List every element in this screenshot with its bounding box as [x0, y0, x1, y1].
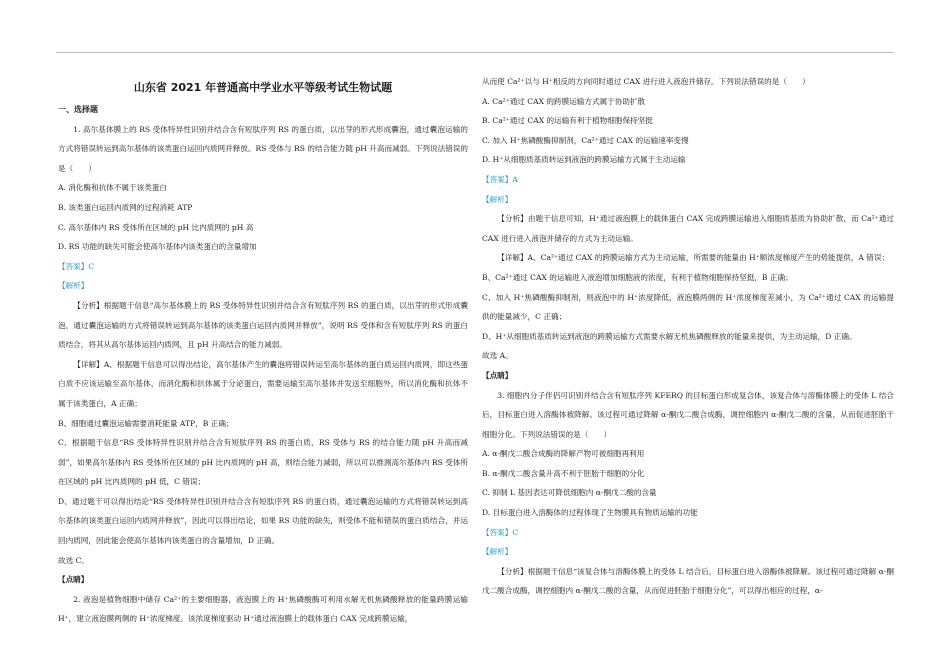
q3-stem: 3. 细胞内分子伴侣可识别并结合含有短肽序列 KFERQ 的目标蛋白形成复合体，该复合体与溶酶体膜上的受体 L 结合后，目标蛋白进入溶酶体被降解。该过程可通过降解 α-酮戊二酸合成酶，调控细胞内 α-酮戊二酸的含量，从而促进胚胎干细胞分化。下列说法错误的是（ ）: [482, 390, 894, 439]
q2-detail-c: C、加入 H⁺焦磷酸酶抑制剂，则液泡中的 H⁺浓度降低，液泡膜两侧的 H⁺浓度梯度差减小，为 Ca²⁺通过 CAX 的运输提供的能量减少，C 正确；: [482, 292, 894, 322]
q1-option-d: D. RS 功能的缺失可能会使高尔基体内该类蛋白的含量增加: [58, 242, 257, 252]
q2-xiangjie: 【详解】A、Ca²⁺通过 CAX 的跨膜运输方式为主动运输，所需要的能量由 H⁺顺浓度梯度产生的势能提供，A 错误；: [497, 253, 890, 263]
q1-detail-b: B、细胞通过囊泡运输需要消耗能量 ATP，B 正确；: [58, 418, 234, 428]
q1-stem: 1. 高尔基体膜上的 RS 受体特异性识别并结合含有短肽序列 RS 的蛋白质，以出芽的形式形成囊泡，通过囊泡运输的方式将错误转运到高尔基体的该类蛋白运回内质网并释放。RS 受体与 RS 的结合能力随 pH 升高而减弱。下列说法错误的是（ ）: [58, 124, 468, 173]
q3-option-a: A. α-酮戊二酸合成酶的降解产物可被细胞再利用: [482, 449, 645, 459]
q1-analysis-tag: 【解析】: [58, 281, 89, 291]
q2-fenxi: 【分析】由题干信息可知，H⁺通过液泡膜上的载体蛋白 CAX 完成跨膜运输进入细胞质基质为协助扩散，而 Ca²⁺通过 CAX 进行进入液泡并储存的方式为主动运输。: [482, 214, 894, 243]
q3-fenxi: 【分析】根据题干信息“该复合体与溶酶体膜上的受体 L 结合后，目标蛋白进入溶酶体被降解。该过程可通过降解 α-酮戊二酸合成酶，调控细胞内 α-酮戊二酸的含量，从而促进胚胎干细胞分化”，可以得出相应的过程，α-: [482, 566, 894, 596]
q1-choose: 故选 C。: [58, 555, 90, 565]
q1-dianjing: 【点睛】: [58, 575, 89, 585]
q2-option-b: B. Ca²⁺通过 CAX 的运输有利于植物细胞保持坚挺: [482, 116, 653, 126]
q2-choose: 故选 A。: [482, 351, 513, 361]
q2-dianjing: 【点睛】: [482, 370, 513, 380]
q1-answer: 【答案】C: [58, 261, 95, 271]
q2-answer: 【答案】A: [482, 174, 518, 184]
left-column: [58, 72, 468, 629]
q1-detail-d: D、通过题干可以得出结论“RS 受体特异性识别并结合含有短肽序列 RS 的蛋白质，通过囊泡运输的方式将错误转运到高尔基体的该类蛋白运回内质网并释放”，因此可以得出结论，如果 RS 功能的缺失，则受体不能和错误的蛋白质结合，并运回内质网，因此能会使高尔基体内该类蛋白的含量增加，D 正确。: [58, 496, 468, 546]
q1-detail-c: C、根据题干信息“RS 受体特异性识别并结合含有短肽序列 RS 的蛋白质，RS 受体与 RS 的结合能力随 pH 升高而减弱”，如果高尔基体内 RS 受体所在区域的 pH 比内质网的 pH 高，则结合能力减弱，所以可以推测高尔基体内 RS 受体所在区域的 pH 比内质网的 pH 低，C 错误；: [58, 438, 468, 487]
q1-option-a: A. 消化酶和抗体不属于该类蛋白: [58, 183, 168, 193]
q2-stem-cont: 从而使 Ca²⁺以与 H⁺相反的方向同时通过 CAX 进行进入液泡并储存。下列说法错误的是（ ）: [482, 77, 810, 86]
q2-analysis-tag: 【解析】: [482, 194, 513, 204]
q1-fenxi: 【分析】根据题干信息“高尔基体膜上的 RS 受体特异性识别并结合含有短肽序列 RS 的蛋白质，以出芽的形式形成囊泡，通过囊泡运输的方式将错误转运到高尔基体的该类蛋白运回内质网并释放”，说明 RS 受体和含有短肽序列 RS 的蛋白质结合，将其从高尔基体运回内质网，且 pH 升高结合的能力减弱。: [58, 300, 468, 350]
q3-option-d: D. 目标蛋白进入溶酶体的过程体现了生物膜具有物质运输的功能: [482, 508, 698, 518]
q1-option-c: C. 高尔基体内 RS 受体所在区域的 pH 比内质网的 pH 高: [58, 222, 254, 232]
q2-detail-d: D、H⁺从细胞质基质转运到液泡的跨膜运输方式需要水解无机焦磷酸释放的能量来提供，为主动运输，D 正确。: [482, 331, 857, 341]
q1-xiangjie: 【详解】A、根据题干信息可以得出结论，高尔基体产生的囊泡将错误转运至高尔基体的蛋白质运回内质网，即这些蛋白质不应该运输至高尔基体，而消化酶和抗体属于分泌蛋白，需要运输至高尔基体并发送至细胞外，所以消化酶和抗体不属于该类蛋白，A 正确；: [58, 359, 468, 408]
q2-stem: 2. 液泡是植物细胞中储存 Ca²⁺的主要细胞器，液泡膜上的 H⁺焦磷酸酶可利用水解无机焦磷酸释放的能量跨膜运输 H⁺，建立液泡膜两侧的 H⁺浓度梯度。该浓度梯度驱动 H⁺通过液泡膜上的载体蛋白 CAX 完成跨膜运输，: [58, 594, 468, 624]
q2-option-c: C. 加入 H⁺焦磷酸酶抑制剂，Ca²⁺通过 CAX 的运输速率变慢: [482, 135, 689, 145]
q3-answer: 【答案】C: [482, 527, 519, 537]
section-heading: 一、选择题: [58, 105, 98, 114]
q3-option-b: B. α-酮戊二酸含量升高不利于胚胎干细胞的分化: [482, 468, 645, 478]
q1-option-b: B. 该类蛋白运回内质网的过程消耗 ATP: [58, 202, 193, 212]
q3-option-c: C. 抑制 L 基因表达可降低细胞内 α-酮戊二酸的含量: [482, 488, 657, 498]
q2-detail-b: B、Ca²⁺通过 CAX 的运输进入液泡增加细胞液的浓度，有利于植物细胞保持坚挺，B 正确；: [482, 272, 793, 282]
q3-analysis-tag: 【解析】: [482, 547, 513, 557]
q2-option-a: A. Ca²⁺通过 CAX 的跨膜运输方式属于协助扩散: [482, 96, 646, 106]
header-rule: [56, 52, 894, 53]
q2-option-d: D. H⁺从细胞质基质转运到液泡的跨膜运输方式属于主动运输: [482, 155, 686, 165]
right-column: [482, 72, 894, 601]
page-title: 山东省 2021 年普通高中学业水平等级考试生物试题: [133, 81, 393, 94]
